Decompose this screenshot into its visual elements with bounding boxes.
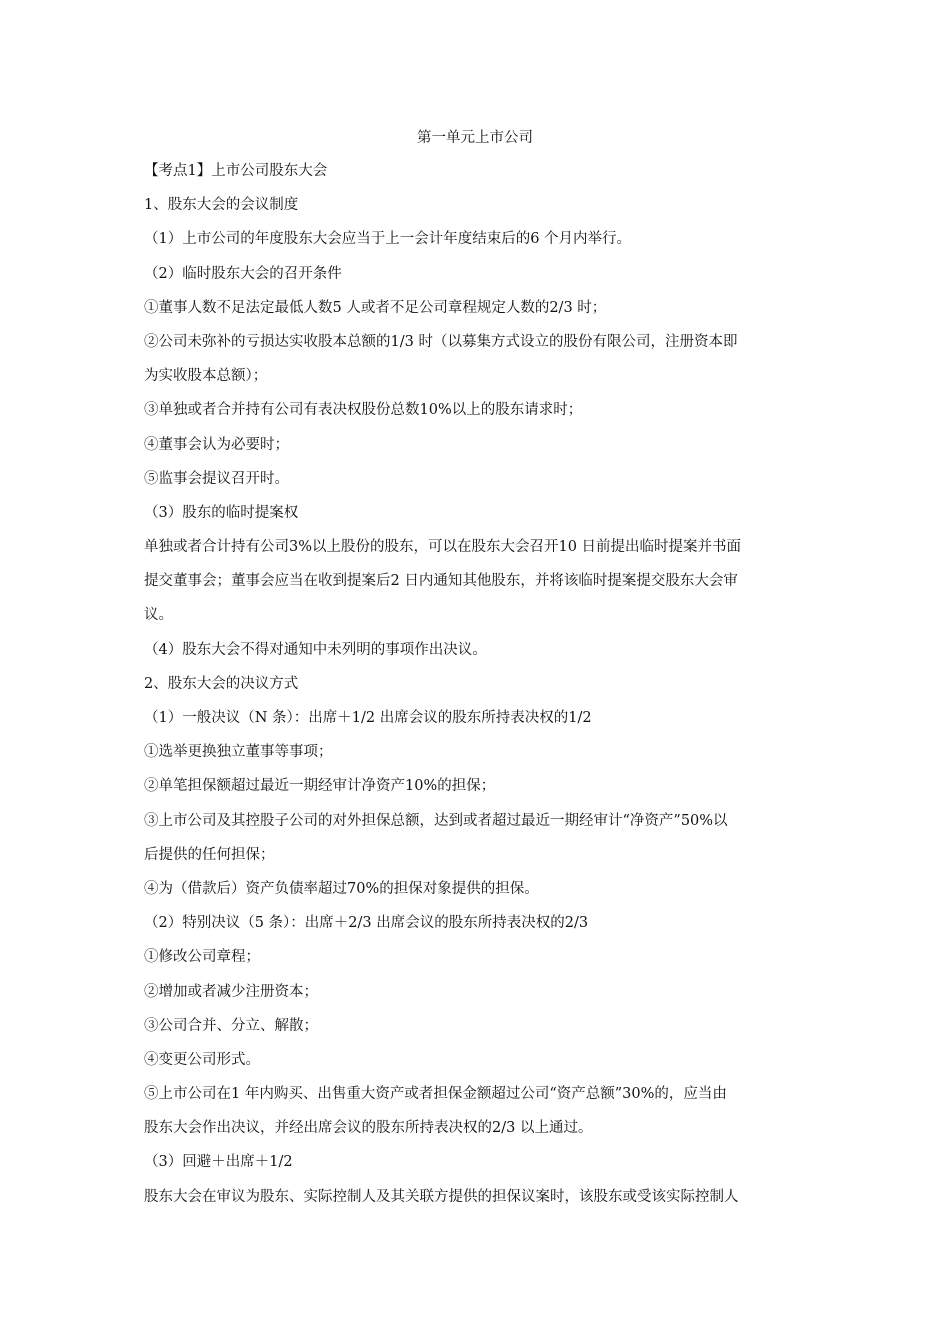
list-item: ②公司未弥补的亏损达实收股本总额的1/3 时（以募集方式设立的股份有限公司，注册资本即 [144,333,738,350]
subsection-heading: （1）一般决议（N 条）：出席＋1/2 出席会议的股东所持表决权的1/2 [144,710,592,726]
paragraph-line: 单独或者合计持有公司3%以上股份的股东，可以在股东大会召开10 日前提出临时提案并书面 [144,539,742,556]
list-item-continuation: 为实收股本总额）； [144,368,268,385]
list-item: ①董事人数不足法定最低人数5 人或者不足公司章程规定人数的2/3 时； [144,299,607,316]
document-title: 第一单元上市公司 [417,130,533,146]
list-item: ③公司合并、分立、解散； [144,1017,318,1034]
subsection-heading: （4）股东大会不得对通知中未列明的事项作出决议。 [144,641,487,658]
list-item: ②单笔担保额超过最近一期经审计净资产10%的担保； [144,778,496,795]
document-body [144,160,810,1220]
list-item: ④为（借款后）资产负债率超过70%的担保对象提供的担保。 [144,880,539,897]
paragraph-line: 议。 [144,607,173,624]
list-item-continuation: 后提供的任何担保； [144,846,275,863]
list-item: ③单独或者合并持有公司有表决权股份总数10%以上的股东请求时； [144,402,583,419]
list-item: ③上市公司及其控股子公司的对外担保总额，达到或者超过最近一期经审计“净资产”50%以 [144,812,728,829]
paragraph-line: 股东大会在审议为股东、实际控制人及其关联方提供的担保议案时，该股东或受该实际控制人 [144,1188,739,1205]
subsection-heading: （2）特别决议（5 条）：出席＋2/3 出席会议的股东所持表决权的2/3 [144,915,589,932]
list-item: ④变更公司形式。 [144,1051,260,1068]
heading-kaodian-1: 【考点1】上市公司股东大会 [144,163,328,179]
paragraph-line: 提交董事会；董事会应当在收到提案后2 日内通知其他股东，并将该临时提案提交股东大会审 [144,573,738,590]
list-item: ①修改公司章程； [144,949,260,966]
list-item: ⑤监事会提议召开时。 [144,470,289,487]
section-heading-1: 1、股东大会的会议制度 [144,197,299,214]
subsection-heading: （3）回避＋出席＋1/2 [144,1154,293,1171]
subsection-heading: （2）临时股东大会的召开条件 [144,265,342,282]
paragraph-line: （1）上市公司的年度股东大会应当于上一会计年度结束后的6 个月内举行。 [144,231,632,248]
list-item: ①选举更换独立董事等事项； [144,744,333,761]
list-item: ④董事会认为必要时； [144,436,289,453]
list-item: ②增加或者减少注册资本； [144,983,318,1000]
list-item-continuation: 股东大会作出决议，并经出席会议的股东所持表决权的2/3 以上通过。 [144,1120,593,1137]
list-item: ⑤上市公司在1 年内购买、出售重大资产或者担保金额超过公司“资产总额”30%的，应当由 [144,1086,727,1103]
section-heading-2: 2、股东大会的决议方式 [144,675,299,692]
subsection-heading: （3）股东的临时提案权 [144,504,299,521]
